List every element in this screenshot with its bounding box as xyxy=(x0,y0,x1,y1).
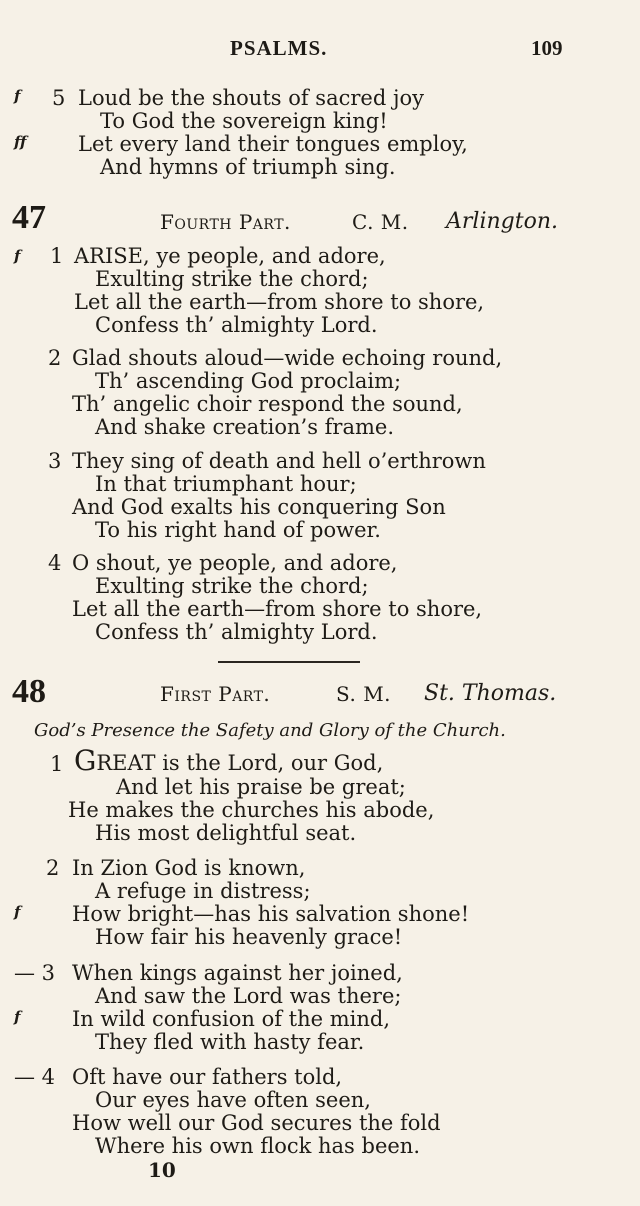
verse-number: 1 xyxy=(50,752,64,776)
dynamic-mark: f xyxy=(14,87,21,105)
verse-line: Exulting strike the chord; xyxy=(95,267,369,291)
verse-line: Exulting strike the chord; xyxy=(95,574,369,598)
verse-line: Where his own flock has been. xyxy=(95,1134,420,1158)
verse-line: Confess th’ almighty Lord. xyxy=(95,313,378,337)
verse-line: Let every land their tongues employ, xyxy=(78,132,468,156)
signature-mark: 10 xyxy=(148,1158,176,1182)
hymn-number: 48 xyxy=(12,673,46,710)
verse-line: His most delightful seat. xyxy=(95,821,357,845)
verse-line: And hymns of triumph sing. xyxy=(100,155,396,179)
page-number: 109 xyxy=(531,36,563,60)
tune-name: Arlington. xyxy=(446,209,558,234)
dynamic-mark: f xyxy=(14,1008,21,1026)
verse-line: He makes the churches his abode, xyxy=(68,798,435,822)
verse-line: Let all the earth—from shore to shore, xyxy=(72,597,483,621)
verse-number: 3 xyxy=(48,449,62,473)
verse-line: How bright—has his salvation shone! xyxy=(72,902,470,926)
verse-line: In wild confusion of the mind, xyxy=(72,1007,391,1031)
dynamic-mark: ff xyxy=(14,133,27,151)
verse-number: 4 xyxy=(48,551,62,575)
verse-line: Our eyes have often seen, xyxy=(95,1088,371,1112)
verse-number: — 3 xyxy=(14,961,56,985)
section-divider xyxy=(218,661,360,663)
verse-line: Loud be the shouts of sacred joy xyxy=(78,86,424,110)
hymn-meter: C. M. xyxy=(352,210,409,234)
verse-line: And God exalts his conquering Son xyxy=(72,495,446,519)
verse-number: 2 xyxy=(48,346,62,370)
hymn-part: First Part. xyxy=(160,682,271,706)
verse-line: A refuge in distress; xyxy=(95,879,311,903)
verse-line: ARISE, ye people, and adore, xyxy=(74,244,386,268)
verse-line: To his right hand of power. xyxy=(95,518,381,542)
verse-number: 1 xyxy=(50,244,64,268)
verse-line: Glad shouts aloud—wide echoing round, xyxy=(72,346,503,370)
verse-line xyxy=(74,744,384,777)
verse-line: When kings against her joined, xyxy=(72,961,403,985)
verse-line: They sing of death and hell o’erthrown xyxy=(72,449,486,473)
verse-line: How well our God secures the fold xyxy=(72,1111,441,1135)
verse-line-rest: REAT is the Lord, our God, xyxy=(96,751,384,775)
verse-line: In that triumphant hour; xyxy=(95,472,357,496)
hymn-part: Fourth Part. xyxy=(160,210,291,234)
verse-line: Let all the earth—from shore to shore, xyxy=(74,290,485,314)
verse-number: — 4 xyxy=(14,1065,56,1089)
verse-number: 5 xyxy=(52,86,66,110)
dynamic-mark: f xyxy=(14,247,21,265)
verse-line: Th’ angelic choir respond the sound, xyxy=(72,392,463,416)
dynamic-mark: f xyxy=(14,903,21,921)
verse-number: 2 xyxy=(46,856,60,880)
verse-line: O shout, ye people, and adore, xyxy=(72,551,398,575)
tune-name: St. Thomas. xyxy=(424,681,557,706)
verse-line: Confess th’ almighty Lord. xyxy=(95,620,378,644)
drop-cap: G xyxy=(74,744,97,777)
verse-line: Oft have our fathers told, xyxy=(72,1065,343,1089)
verse-line: Th’ ascending God proclaim; xyxy=(95,369,402,393)
verse-line: How fair his heavenly grace! xyxy=(95,925,403,949)
hymn-number: 47 xyxy=(12,199,46,236)
verse-line: They fled with hasty fear. xyxy=(95,1030,365,1054)
hymn-subtitle: God’s Presence the Safety and Glory of the Church. xyxy=(34,720,506,741)
verse-line: And saw the Lord was there; xyxy=(95,984,402,1008)
running-title: PSALMS. xyxy=(230,36,328,60)
verse-line: And shake creation’s frame. xyxy=(95,415,395,439)
verse-line: And let his praise be great; xyxy=(116,775,406,799)
verse-line: In Zion God is known, xyxy=(72,856,306,880)
hymn-meter: S. M. xyxy=(336,682,392,706)
verse-line: To God the sovereign king! xyxy=(100,109,388,133)
